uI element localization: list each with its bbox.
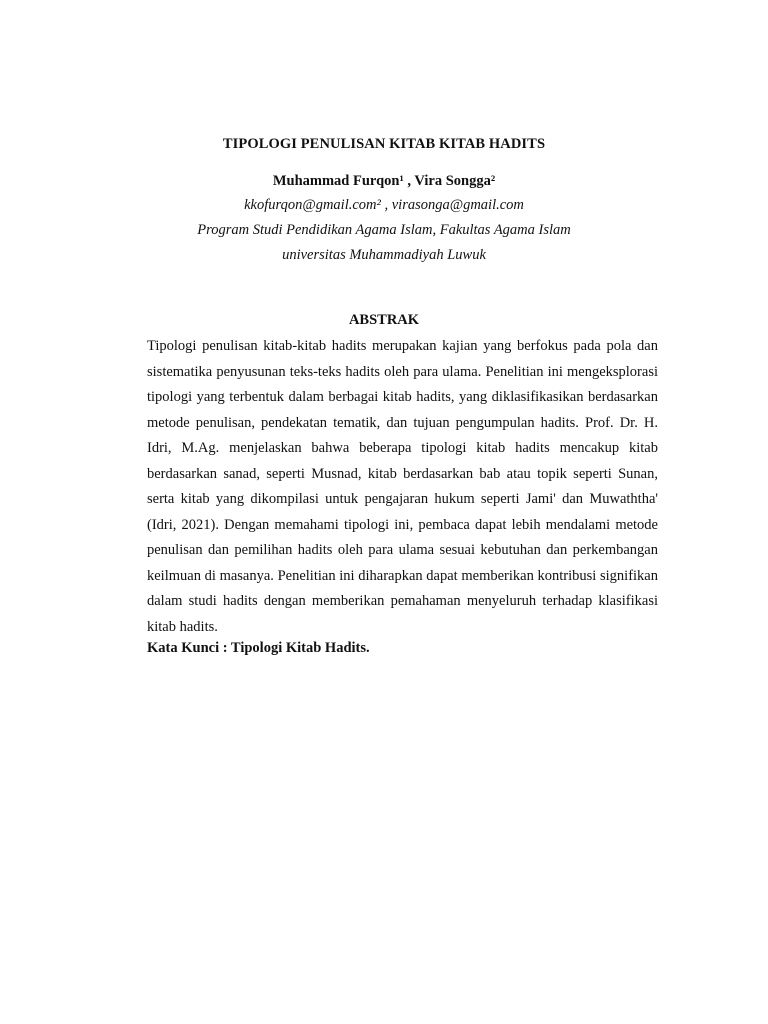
keywords-line: Kata Kunci : Tipologi Kitab Hadits. bbox=[147, 640, 370, 656]
abstract-body: Tipologi penulisan kitab-kitab hadits merupakan kajian yang berfokus pada pola dan sistematika penyusunan teks-teks hadits oleh para ulama. Penelitian ini mengeksplorasi tipologi yang terbentuk dalam berbagai kitab hadits, yang diklasifikasikan berdasarkan metode penulisan, pendekatan tematik, dan tujuan pengumpulan hadits. Prof. Dr. H. Idri, M.Ag. menjelaskan bahwa beberapa tipologi kitab hadits mencakup kitab berdasarkan sanad, seperti Musnad, kitab berdasarkan bab atau topik seperti Sunan, serta kitab yang dikompilasi untuk pengajaran hukum seperti Jami' dan Muwaththa' (Idri, 2021). Dengan memahami tipologi ini, pembaca dapat lebih mendalami metode penulisan dan pemilihan hadits oleh para ulama sesuai kebutuhan dan perkembangan keilmuan di masanya. Penelitian ini diharapkan dapat memberikan kontribusi signifikan dalam studi hadits dengan memberikan pemahaman menyeluruh terhadap klasifikasi kitab hadits. bbox=[147, 338, 658, 635]
paper-title: TIPOLOGI PENULISAN KITAB KITAB HADITS bbox=[222, 136, 546, 152]
abstract-heading: ABSTRAK bbox=[348, 312, 420, 328]
author-emails: kkofurqon@gmail.com² , virasonga@gmail.com bbox=[244, 197, 524, 213]
affiliation-university: universitas Muhammadiyah Luwuk bbox=[282, 247, 486, 263]
affiliation-program: Program Studi Pendidikan Agama Islam, Fakultas Agama Islam bbox=[197, 222, 571, 238]
author-list: Muhammad Furqon¹ , Vira Songga² bbox=[272, 173, 496, 189]
